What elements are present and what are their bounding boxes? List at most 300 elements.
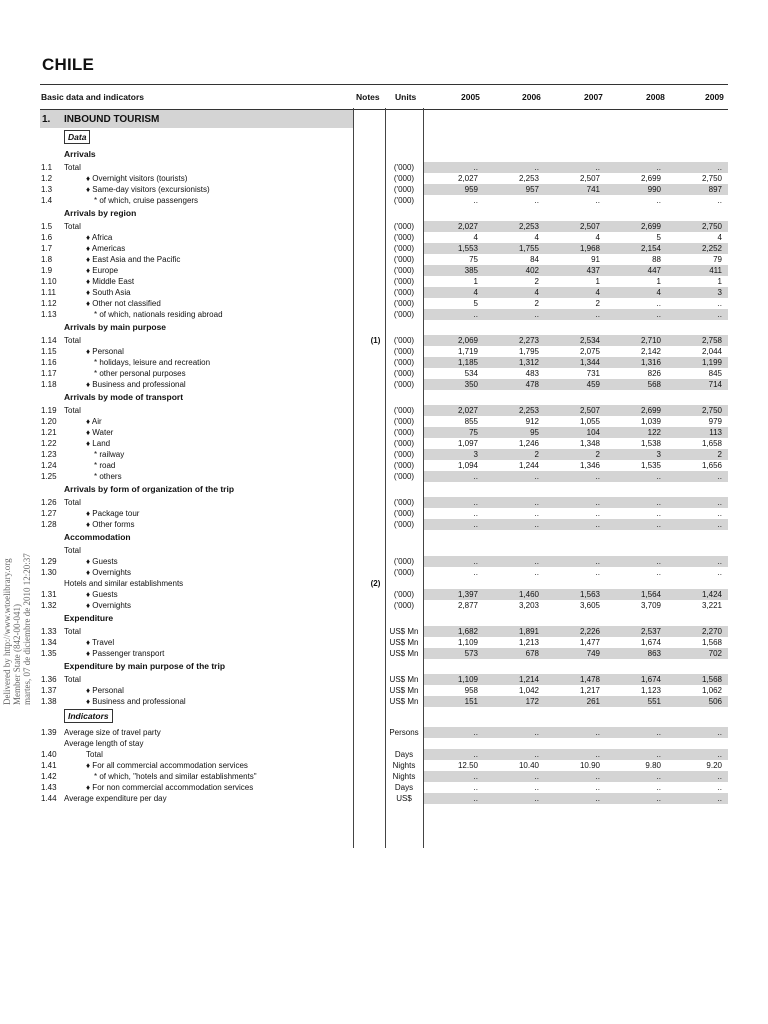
value-cell-2009: 2,270	[701, 627, 722, 636]
section-number: 1.	[42, 114, 51, 125]
row-label: Total	[64, 222, 81, 231]
row-unit: US$ Mn	[389, 649, 419, 658]
value-cell-2005: 534	[464, 369, 478, 378]
value-cell-2008: 122	[647, 428, 661, 437]
value-cell-2008: ..	[656, 750, 661, 759]
value-cell-2006: 1,214	[518, 675, 539, 684]
row-number: 1.36	[41, 675, 57, 684]
heading-label: Accommodation	[64, 532, 131, 542]
value-cell-2007: ..	[595, 772, 600, 781]
value-cell-2007: 2,226	[579, 627, 600, 636]
row-label: ♦ Personal	[86, 686, 124, 695]
value-cell-2007: 459	[586, 380, 600, 389]
row-label: ♦ Passenger transport	[86, 649, 165, 658]
value-cell-2006: ..	[534, 509, 539, 518]
value-cell-2007: 2	[595, 299, 600, 308]
table-row	[40, 567, 728, 578]
row-values	[424, 379, 728, 390]
header-notes: Notes	[356, 92, 380, 102]
row-number: 1.9	[41, 266, 53, 275]
value-cell-2009: 1,424	[701, 590, 722, 599]
value-cell-2007: ..	[595, 750, 600, 759]
value-cell-2006: 1,244	[518, 461, 539, 470]
value-cell-2009: ..	[717, 196, 722, 205]
value-cell-2007: 2,507	[579, 222, 600, 231]
table-row	[40, 309, 728, 320]
value-cell-2006: 4	[534, 233, 539, 242]
value-cell-2006: 1,213	[518, 638, 539, 647]
value-cell-2006: 678	[525, 649, 539, 658]
row-unit: Days	[394, 750, 414, 759]
row-unit: ('000)	[393, 439, 415, 448]
value-cell-2007: 1	[595, 277, 600, 286]
row-unit: ('000)	[393, 417, 415, 426]
value-cell-2008: 1,535	[640, 461, 661, 470]
value-cell-2008: 990	[647, 185, 661, 194]
value-cell-2005: 385	[464, 266, 478, 275]
value-cell-2009: ..	[717, 783, 722, 792]
row-values	[424, 276, 728, 287]
row-unit: ('000)	[393, 185, 415, 194]
row-label: Average size of travel party	[64, 728, 161, 737]
value-cell-2008: ..	[656, 557, 661, 566]
value-cell-2009: 1,568	[701, 638, 722, 647]
row-number: 1.29	[41, 557, 57, 566]
row-number: 1.34	[41, 638, 57, 647]
value-cell-2005: 2,027	[457, 406, 478, 415]
value-cell-2008: ..	[656, 196, 661, 205]
row-label: ♦ Personal	[86, 347, 124, 356]
row-label: ♦ Overnight visitors (tourists)	[86, 174, 188, 183]
row-unit: ('000)	[393, 520, 415, 529]
value-cell-2005: 1,094	[457, 461, 478, 470]
row-unit: ('000)	[393, 369, 415, 378]
value-cell-2005: 4	[473, 288, 478, 297]
section-title: INBOUND TOURISM	[64, 114, 160, 125]
heading-label: Arrivals	[64, 149, 96, 159]
value-cell-2007: 2,507	[579, 174, 600, 183]
row-label: ♦ Overnights	[86, 601, 131, 610]
row-values	[424, 449, 728, 460]
value-cell-2008: ..	[656, 568, 661, 577]
value-cell-2005: ..	[473, 520, 478, 529]
row-number: 1.35	[41, 649, 57, 658]
value-cell-2007: ..	[595, 728, 600, 737]
row-number: 1.1	[41, 163, 53, 172]
value-cell-2007: ..	[595, 783, 600, 792]
watermark-line-3: martes, 07 de diciembre de 2010 12:20:37	[22, 553, 32, 705]
row-unit: US$ Mn	[389, 675, 419, 684]
value-cell-2009: 113	[709, 428, 722, 437]
table-row	[40, 335, 728, 346]
value-cell-2006: 2	[534, 277, 539, 286]
row-unit: ('000)	[393, 358, 415, 367]
table-row	[40, 685, 728, 696]
value-cell-2008: 863	[647, 649, 661, 658]
row-values	[424, 589, 728, 600]
table-row	[40, 782, 728, 793]
value-cell-2009: 2,758	[701, 336, 722, 345]
row-label: Total	[86, 750, 103, 759]
row-unit: ('000)	[393, 163, 415, 172]
row-values	[424, 637, 728, 648]
table-row	[40, 438, 728, 449]
row-number: 1.27	[41, 509, 57, 518]
value-cell-2007: 1,344	[579, 358, 600, 367]
value-cell-2008: 2,710	[640, 336, 661, 345]
data-table	[40, 84, 728, 803]
table-row	[40, 173, 728, 184]
row-number: 1.3	[41, 185, 53, 194]
table-row	[40, 195, 728, 206]
value-cell-2007: 1,217	[579, 686, 600, 695]
value-cell-2005: 1,682	[457, 627, 478, 636]
value-cell-2007: 4	[595, 233, 600, 242]
row-unit: ('000)	[393, 288, 415, 297]
value-cell-2008: 3,709	[640, 601, 661, 610]
row-values	[424, 162, 728, 173]
table-row	[40, 416, 728, 427]
row-number: 1.40	[41, 750, 57, 759]
row-unit: ('000)	[393, 590, 415, 599]
table-row	[40, 519, 728, 530]
value-cell-2006: ..	[534, 498, 539, 507]
value-cell-2008: ..	[656, 310, 661, 319]
value-cell-2006: 10.40	[518, 761, 539, 770]
value-cell-2007: 741	[586, 185, 600, 194]
value-cell-2007: ..	[595, 310, 600, 319]
row-unit: US$	[396, 794, 412, 803]
country-title: CHILE	[42, 55, 94, 74]
value-cell-2006: 2,273	[518, 336, 539, 345]
heading-label: Expenditure	[64, 613, 114, 623]
row-unit: ('000)	[393, 498, 415, 507]
value-cell-2008: ..	[656, 498, 661, 507]
value-cell-2007: 2,507	[579, 406, 600, 415]
value-cell-2007: 749	[586, 649, 600, 658]
value-cell-2005: 1,185	[457, 358, 478, 367]
value-cell-2008: 2,142	[640, 347, 661, 356]
value-cell-2007: ..	[595, 794, 600, 803]
value-cell-2005: 2,877	[457, 601, 478, 610]
value-cell-2008: 88	[652, 255, 661, 264]
value-cell-2006: ..	[534, 568, 539, 577]
row-unit: Days	[394, 783, 414, 792]
value-cell-2009: ..	[717, 472, 722, 481]
row-label: ♦ Travel	[86, 638, 115, 647]
row-unit: Nights	[392, 761, 416, 770]
header-year-2006: 2006	[522, 92, 541, 102]
row-number: 1.20	[41, 417, 57, 426]
table-row	[40, 276, 728, 287]
table-row	[40, 298, 728, 309]
value-cell-2009: 714	[708, 380, 722, 389]
row-label: ♦ Guests	[86, 557, 118, 566]
row-unit: ('000)	[393, 347, 415, 356]
table-row	[40, 254, 728, 265]
value-cell-2006: 912	[525, 417, 539, 426]
row-number: 1.25	[41, 472, 57, 481]
value-cell-2009: 9.20	[706, 761, 722, 770]
row-label: ♦ Air	[86, 417, 102, 426]
value-cell-2005: ..	[473, 509, 478, 518]
value-cell-2006: 3,203	[518, 601, 539, 610]
value-cell-2008: 826	[647, 369, 661, 378]
value-cell-2008: 551	[647, 697, 661, 706]
table-row	[40, 460, 728, 471]
value-cell-2007: 1,477	[579, 638, 600, 647]
row-values	[424, 416, 728, 427]
row-label: Total	[64, 627, 81, 636]
table-row	[40, 379, 728, 390]
data-label-box: Data	[64, 130, 90, 144]
table-row	[40, 696, 728, 707]
value-cell-2009: ..	[717, 498, 722, 507]
row-label: ♦ Guests	[86, 590, 118, 599]
value-cell-2008: 3	[656, 450, 661, 459]
value-cell-2009: 1,199	[701, 358, 722, 367]
row-number: 1.41	[41, 761, 57, 770]
value-cell-2008: ..	[656, 783, 661, 792]
row-unit: ('000)	[393, 406, 415, 415]
subheading-row	[40, 738, 728, 749]
value-cell-2009: ..	[717, 568, 722, 577]
value-cell-2005: 958	[464, 686, 478, 695]
value-cell-2006: ..	[534, 750, 539, 759]
heading-label: Arrivals by region	[64, 208, 137, 218]
row-label: ♦ Land	[86, 439, 111, 448]
row-label: Hotels and similar establishments	[64, 579, 184, 588]
row-number: 1.5	[41, 222, 53, 231]
row-note: (1)	[370, 336, 381, 345]
row-unit: ('000)	[393, 244, 415, 253]
value-cell-2006: 957	[525, 185, 539, 194]
row-number: 1.33	[41, 627, 57, 636]
value-cell-2009: 506	[708, 697, 722, 706]
row-label: ♦ Other not classified	[86, 299, 161, 308]
row-label: ♦ Package tour	[86, 509, 140, 518]
row-unit: US$ Mn	[389, 697, 419, 706]
table-row	[40, 184, 728, 195]
header-year-2005: 2005	[461, 92, 480, 102]
row-label: ♦ Other forms	[86, 520, 135, 529]
row-unit: Nights	[392, 772, 416, 781]
value-cell-2008: ..	[656, 509, 661, 518]
row-values	[424, 626, 728, 637]
value-cell-2008: 5	[656, 233, 661, 242]
value-cell-2009: ..	[717, 557, 722, 566]
value-cell-2008: ..	[656, 794, 661, 803]
header-title: Basic data and indicators	[41, 92, 144, 102]
row-number: 1.28	[41, 520, 57, 529]
row-label: ♦ Water	[86, 428, 114, 437]
row-unit: ('000)	[393, 233, 415, 242]
value-cell-2009: ..	[717, 772, 722, 781]
value-cell-2008: 4	[656, 288, 661, 297]
row-unit: US$ Mn	[389, 686, 419, 695]
row-values	[424, 471, 728, 482]
value-cell-2005: 1,553	[457, 244, 478, 253]
row-label: ♦ Business and professional	[86, 697, 186, 706]
watermark-line-1: Delivered by http://www.wtoelibrary.org	[2, 558, 12, 705]
value-cell-2007: ..	[595, 568, 600, 577]
value-cell-2009: 2,044	[701, 347, 722, 356]
table-row	[40, 626, 728, 637]
value-cell-2009: 897	[708, 185, 722, 194]
table-row	[40, 162, 728, 173]
value-cell-2008: ..	[656, 728, 661, 737]
value-cell-2007: ..	[595, 509, 600, 518]
row-unit: ('000)	[393, 196, 415, 205]
row-unit: ('000)	[393, 509, 415, 518]
row-unit: ('000)	[393, 222, 415, 231]
value-cell-2008: 1,538	[640, 439, 661, 448]
value-cell-2009: 979	[708, 417, 722, 426]
value-cell-2006: 1,755	[518, 244, 539, 253]
row-number: 1.23	[41, 450, 57, 459]
table-row	[40, 265, 728, 276]
row-number: 1.39	[41, 728, 57, 737]
value-cell-2007: ..	[595, 520, 600, 529]
value-cell-2009: 1,658	[701, 439, 722, 448]
row-values	[424, 232, 728, 243]
value-cell-2006: 1,891	[518, 627, 539, 636]
value-cell-2006: ..	[534, 310, 539, 319]
row-unit: ('000)	[393, 428, 415, 437]
row-label: * of which, nationals residing abroad	[94, 310, 223, 319]
value-cell-2007: 1,055	[579, 417, 600, 426]
value-cell-2005: ..	[473, 772, 478, 781]
value-cell-2006: 2,253	[518, 174, 539, 183]
value-cell-2006: ..	[534, 794, 539, 803]
value-cell-2007: ..	[595, 472, 600, 481]
table-row	[40, 749, 728, 760]
row-number: 1.2	[41, 174, 53, 183]
row-values	[424, 696, 728, 707]
value-cell-2005: 2,027	[457, 174, 478, 183]
value-cell-2009: 79	[713, 255, 722, 264]
row-label: ♦ Africa	[86, 233, 113, 242]
row-label: * road	[94, 461, 116, 470]
table-row	[40, 771, 728, 782]
table-row	[40, 674, 728, 685]
value-cell-2006: 172	[525, 697, 539, 706]
row-number: 1.18	[41, 380, 57, 389]
value-cell-2007: 1,968	[579, 244, 600, 253]
row-label: ♦ Europe	[86, 266, 119, 275]
row-label: * holidays, leisure and recreation	[94, 358, 211, 367]
row-values	[424, 567, 728, 578]
row-number: 1.12	[41, 299, 57, 308]
table-row	[40, 648, 728, 659]
table-row	[40, 346, 728, 357]
row-values	[424, 221, 728, 232]
row-values	[424, 782, 728, 793]
value-cell-2009: 2,252	[701, 244, 722, 253]
row-number: 1.16	[41, 358, 57, 367]
value-cell-2007: 2,534	[579, 336, 600, 345]
row-label: ♦ Middle East	[86, 277, 135, 286]
value-cell-2008: 1,674	[640, 638, 661, 647]
table-row	[40, 357, 728, 368]
header-year-2008: 2008	[646, 92, 665, 102]
value-cell-2008: 2,537	[640, 627, 661, 636]
value-cell-2007: 104	[586, 428, 600, 437]
row-number: 1.4	[41, 196, 53, 205]
row-unit: ('000)	[393, 299, 415, 308]
value-cell-2008: 1,564	[640, 590, 661, 599]
row-number: 1.17	[41, 369, 57, 378]
row-values	[424, 243, 728, 254]
table-row	[40, 232, 728, 243]
table-row	[40, 368, 728, 379]
value-cell-2006: 95	[530, 428, 539, 437]
value-cell-2009: ..	[717, 310, 722, 319]
row-values	[424, 173, 728, 184]
table-row	[40, 405, 728, 416]
section-heading	[40, 484, 728, 495]
row-unit: ('000)	[393, 557, 415, 566]
row-unit: ('000)	[393, 266, 415, 275]
row-label: ♦ Overnights	[86, 568, 131, 577]
value-cell-2009: ..	[717, 509, 722, 518]
table-row	[40, 449, 728, 460]
value-cell-2005: ..	[473, 783, 478, 792]
row-label: ♦ South Asia	[86, 288, 131, 297]
row-number: 1.21	[41, 428, 57, 437]
row-unit: US$ Mn	[389, 638, 419, 647]
value-cell-2005: ..	[473, 310, 478, 319]
value-cell-2005: 1,097	[457, 439, 478, 448]
row-values	[424, 438, 728, 449]
value-cell-2009: 2,750	[701, 174, 722, 183]
value-cell-2006: ..	[534, 557, 539, 566]
value-cell-2006: ..	[534, 783, 539, 792]
row-values	[424, 648, 728, 659]
value-cell-2009: ..	[717, 794, 722, 803]
value-cell-2007: 1,346	[579, 461, 600, 470]
row-unit: ('000)	[393, 174, 415, 183]
section-heading	[40, 392, 728, 403]
value-cell-2006: ..	[534, 772, 539, 781]
value-cell-2008: 447	[647, 266, 661, 275]
value-cell-2007: 731	[586, 369, 600, 378]
row-values	[424, 674, 728, 685]
value-cell-2008: 2,699	[640, 406, 661, 415]
value-cell-2008: 9.80	[645, 761, 661, 770]
table-row	[40, 243, 728, 254]
value-cell-2005: 75	[469, 255, 478, 264]
row-label: ♦ For all commercial accommodation services	[86, 761, 248, 770]
value-cell-2005: 4	[473, 233, 478, 242]
row-values	[424, 508, 728, 519]
header-year-2009: 2009	[705, 92, 724, 102]
value-cell-2005: 3	[473, 450, 478, 459]
row-values	[424, 357, 728, 368]
row-label: ♦ For non commercial accommodation services	[86, 783, 254, 792]
value-cell-2009: ..	[717, 163, 722, 172]
value-cell-2006: ..	[534, 163, 539, 172]
row-values	[424, 685, 728, 696]
row-values	[424, 519, 728, 530]
value-cell-2009: 1,062	[701, 686, 722, 695]
value-cell-2005: 1,109	[457, 638, 478, 647]
row-label: ♦ East Asia and the Pacific	[86, 255, 181, 264]
row-number: 1.24	[41, 461, 57, 470]
table-row	[40, 727, 728, 738]
value-cell-2005: 1,719	[457, 347, 478, 356]
section-heading	[40, 532, 728, 543]
